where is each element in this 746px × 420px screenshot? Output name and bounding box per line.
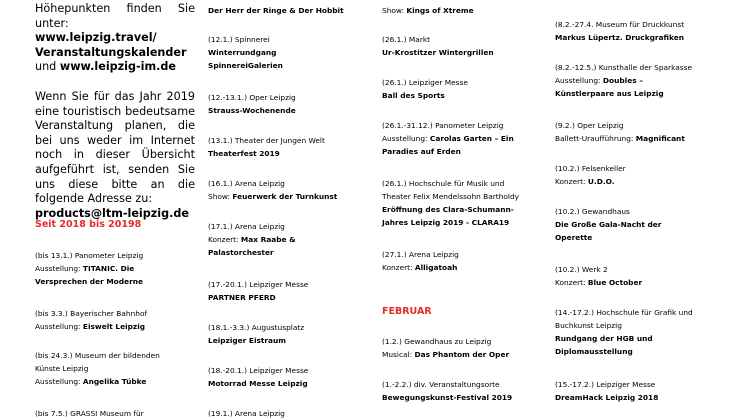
event-entry bbox=[382, 33, 532, 59]
event-title: Blue October bbox=[587, 278, 643, 287]
event-date-venue: (bis 24.3.) Museum der bildenden bbox=[35, 351, 160, 360]
intro-text bbox=[35, 2, 195, 221]
event-date-venue: (26.1.-31.12.) Panometer Leipzig bbox=[382, 121, 504, 130]
event-title: Motorrad Messe Leipzig bbox=[208, 379, 308, 388]
event-entry bbox=[555, 306, 725, 358]
event-venue-cont: Buchkunst Leipzig bbox=[555, 321, 622, 330]
event-title: Leipziger Eistraum bbox=[208, 336, 287, 345]
event-entry bbox=[382, 378, 532, 404]
event-type: Konzert: bbox=[382, 263, 415, 272]
event-entry bbox=[208, 177, 368, 203]
event-venue-cont: Künste Leipzig bbox=[35, 364, 89, 373]
event-title: Carolas Garten – Ein bbox=[429, 134, 514, 143]
event-title-cont: Jahres Leipzig 2019 - CLARA19 bbox=[382, 218, 510, 227]
event-entry bbox=[208, 321, 368, 347]
link-leipzig-im[interactable]: www.leipzig-im.de bbox=[59, 60, 176, 74]
event-title: Ur-Krostitzer Wintergrillen bbox=[382, 48, 494, 57]
event-title: Theaterfest 2019 bbox=[208, 149, 280, 158]
event-entry bbox=[555, 378, 725, 404]
event-title-cont: Paradies auf Erden bbox=[382, 147, 461, 156]
event-date-venue: (16.1.) Arena Leipzig bbox=[208, 179, 285, 188]
event-entry bbox=[555, 61, 725, 100]
event-entry bbox=[382, 177, 532, 229]
event-title-cont: SpinnereiGalerien bbox=[208, 61, 283, 70]
event-title: U.D.O. bbox=[587, 177, 615, 186]
event-entry bbox=[208, 407, 368, 420]
email-link[interactable]: products@ltm-leipzig.de bbox=[35, 206, 189, 220]
event-title: Magnificant bbox=[635, 134, 685, 143]
event-date-venue: (17.-20.1.) Leipziger Messe bbox=[208, 280, 309, 289]
event-type: Show: bbox=[208, 192, 233, 201]
event-title-cont: Operette bbox=[555, 233, 593, 242]
event-title: Der Herr der Ringe & Der Hobbit bbox=[208, 6, 344, 15]
event-date-venue: (bis 3.3.) Bayerischer Bahnhof bbox=[35, 309, 148, 318]
event-entry bbox=[382, 4, 532, 17]
event-venue-cont: Theater Felix Mendelssohn Bartholdy bbox=[382, 192, 520, 201]
event-date-venue: (26.1.) Markt bbox=[382, 35, 431, 44]
event-entry bbox=[382, 248, 532, 274]
event-entry bbox=[382, 119, 532, 158]
event-date-venue: (9.2.) Oper Leipzig bbox=[555, 121, 624, 130]
event-title: Max Raabe & bbox=[240, 235, 296, 244]
event-entry bbox=[382, 76, 532, 102]
event-title: PARTNER PFERD bbox=[208, 293, 276, 302]
event-entry bbox=[35, 249, 195, 288]
event-date-venue: (8.2.-27.4. Museum für Druckkunst bbox=[555, 20, 685, 29]
event-entry bbox=[208, 278, 368, 304]
event-entry bbox=[35, 349, 195, 388]
event-title: Feuerwerk der Turnkunst bbox=[232, 192, 338, 201]
event-date-venue: (10.2.) Felsenkeller bbox=[555, 164, 626, 173]
event-date-venue: (1.2.) Gewandhaus zu Leipzig bbox=[382, 337, 492, 346]
link-veranstaltungskalender[interactable]: Veranstaltungskalender bbox=[35, 45, 187, 59]
event-entry bbox=[208, 220, 368, 259]
event-entry bbox=[208, 364, 368, 390]
event-entry bbox=[208, 33, 368, 72]
event-entry bbox=[382, 335, 532, 361]
event-title: TITANIC. Die bbox=[82, 264, 135, 273]
and-text: und bbox=[35, 60, 57, 74]
event-title: Winterrundgang bbox=[208, 48, 277, 57]
event-entry bbox=[555, 119, 725, 145]
event-date-venue: (18.1.-3.3.) Augustusplatz bbox=[208, 323, 305, 332]
event-type: Ausstellung: bbox=[35, 322, 83, 331]
event-entry bbox=[35, 407, 195, 420]
event-title: Strauss-Wochenende bbox=[208, 106, 296, 115]
event-title: Kings of Xtreme bbox=[406, 6, 474, 15]
event-title: Alligatoah bbox=[414, 263, 458, 272]
event-type: Show: bbox=[382, 6, 407, 15]
intro-line: Höhepunkten finden Sie unter: bbox=[35, 2, 195, 30]
event-title: Eiswelt Leipzig bbox=[82, 322, 146, 331]
event-title-cont: Palastorchester bbox=[208, 248, 274, 257]
event-title: DreamHack Leipzig 2018 bbox=[555, 393, 659, 402]
link-leipzig-travel[interactable]: www.leipzig.travel/ bbox=[35, 31, 157, 45]
event-title: Doubles – bbox=[602, 76, 643, 85]
event-entry bbox=[208, 91, 368, 117]
event-type: Ausstellung: bbox=[35, 377, 83, 386]
event-entry bbox=[555, 263, 725, 289]
event-type: Musical: bbox=[382, 350, 415, 359]
event-date-venue: (10.2.) Werk 2 bbox=[555, 265, 608, 274]
event-type: Konzert: bbox=[555, 177, 588, 186]
event-type: Konzert: bbox=[555, 278, 588, 287]
event-title: Die Große Gala-Nacht der bbox=[555, 220, 662, 229]
event-date-venue: (8.2.-12.5.) Kunsthalle der Sparkasse bbox=[555, 63, 693, 72]
event-title: Das Phantom der Oper bbox=[414, 350, 510, 359]
event-date-venue: (27.1.) Arena Leipzig bbox=[382, 250, 459, 259]
event-date-venue: (18.-20.1.) Leipziger Messe bbox=[208, 366, 309, 375]
event-entry bbox=[208, 134, 368, 160]
event-title-cont: Künstlerpaare aus Leipzig bbox=[555, 89, 664, 98]
event-entry bbox=[35, 307, 195, 333]
event-type: Ausstellung: bbox=[382, 134, 430, 143]
event-title: Markus Lüpertz. Druckgrafiken bbox=[555, 33, 684, 42]
event-entry bbox=[555, 18, 725, 44]
event-type: Ballett-Uraufführung: bbox=[555, 134, 636, 143]
event-type: Ausstellung: bbox=[555, 76, 603, 85]
event-date-venue: (14.-17.2.) Hochschule für Grafik und bbox=[555, 308, 693, 317]
event-type: Konzert: bbox=[208, 235, 241, 244]
event-date-venue: (12.-13.1.) Oper Leipzig bbox=[208, 93, 296, 102]
event-title-cont: Diplomausstellung bbox=[555, 347, 633, 356]
section-heading-since-2018: Seit 2018 bis 20198 bbox=[35, 219, 142, 230]
event-title: Ball des Sports bbox=[382, 91, 445, 100]
event-title-cont: Versprechen der Moderne bbox=[35, 277, 143, 286]
event-date-venue: (17.1.) Arena Leipzig bbox=[208, 222, 285, 231]
event-date-venue: (bis 13.1.) Panometer Leipzig bbox=[35, 251, 144, 260]
event-date-venue: (26.1.) Hochschule für Musik und bbox=[382, 179, 505, 188]
event-date-venue: (1.-2.2.) div. Veranstaltungsorte bbox=[382, 380, 500, 389]
event-type: Ausstellung: bbox=[35, 264, 83, 273]
event-title: Eröffnung des Clara-Schumann- bbox=[382, 205, 514, 214]
event-date-venue: (bis 7.5.) GRASSI Museum für bbox=[35, 409, 144, 418]
event-entry bbox=[555, 205, 725, 244]
event-date-venue: (15.-17.2.) Leipziger Messe bbox=[555, 380, 656, 389]
intro-paragraph: Wenn Sie für das Jahr 2019 eine touristisch bedeutsame Veranstaltung planen, die bei uns weder im Internet noch in dieser Übersicht aufgeführt ist, senden Sie uns diese bitte an die folgende Adresse zu: bbox=[35, 89, 195, 206]
event-date-venue: (26.1.) Leipziger Messe bbox=[382, 78, 468, 87]
event-entry bbox=[555, 162, 725, 188]
event-date-venue: (19.1.) Arena Leipzig bbox=[208, 409, 285, 418]
event-date-venue: (12.1.) Spinnerei bbox=[208, 35, 270, 44]
event-date-venue: (13.1.) Theater der Jungen Welt bbox=[208, 136, 325, 145]
event-title: Angelika Tübke bbox=[82, 377, 147, 386]
event-date-venue: (10.2.) Gewandhaus bbox=[555, 207, 630, 216]
event-title: Rundgang der HGB und bbox=[555, 334, 653, 343]
section-heading-february: FEBRUAR bbox=[382, 306, 432, 317]
event-entry bbox=[208, 4, 368, 17]
event-title: Bewegungskunst-Festival 2019 bbox=[382, 393, 513, 402]
